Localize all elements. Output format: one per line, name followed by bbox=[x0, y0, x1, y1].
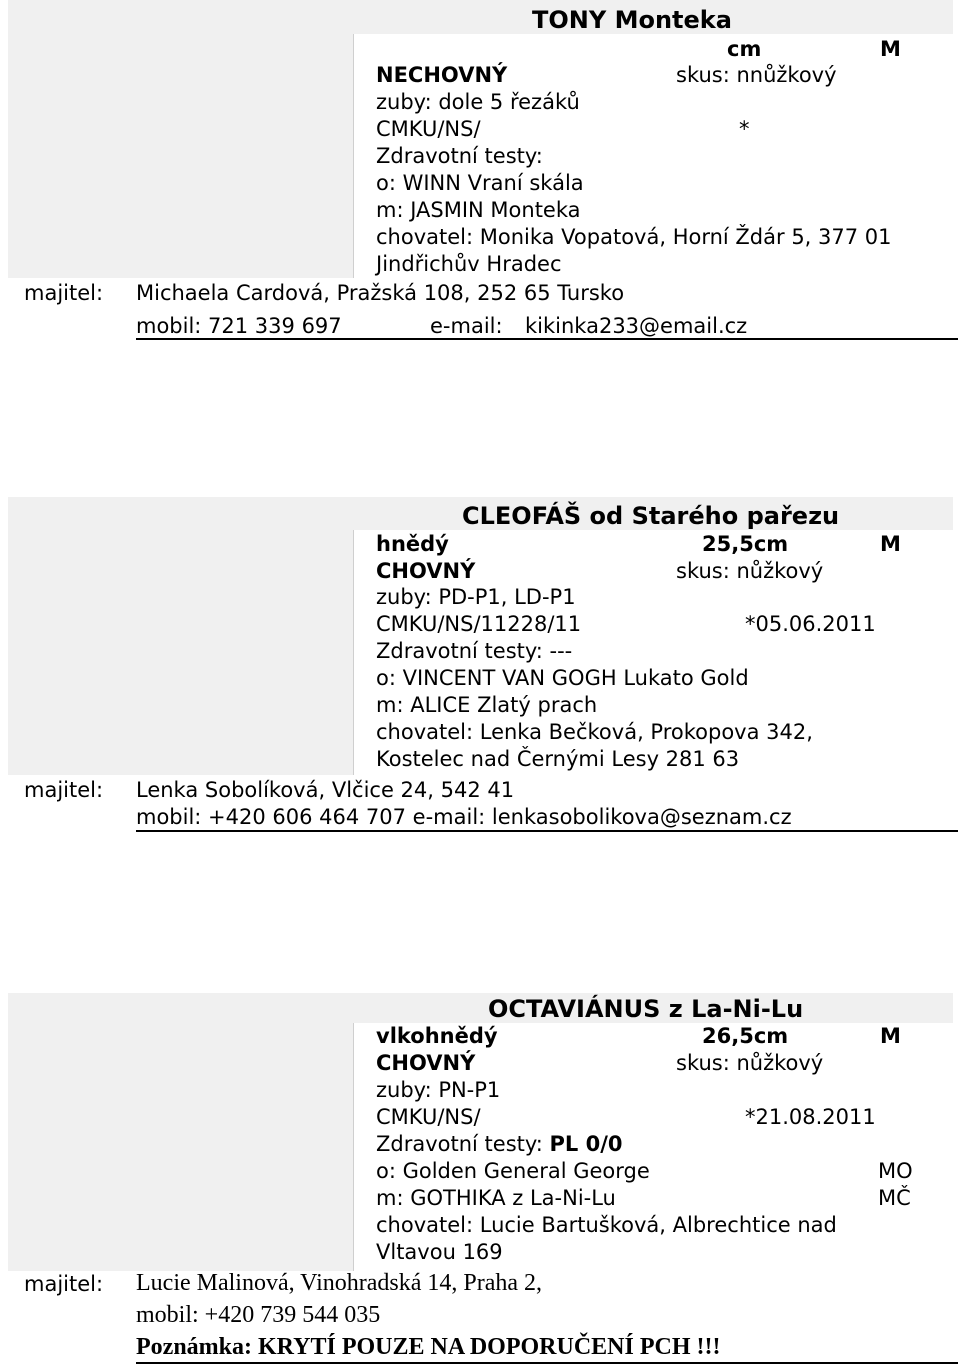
photo-placeholder bbox=[8, 0, 353, 278]
separator-line bbox=[136, 1362, 958, 1364]
height: cm bbox=[727, 37, 762, 61]
father: o: WINN Vraní skála bbox=[376, 171, 584, 195]
father: o: VINCENT VAN GOGH Lukato Gold bbox=[376, 666, 749, 690]
breeder: chovatel: Monika Vopatová, Horní Ždár 5, 377 01 bbox=[376, 225, 892, 249]
birth-date: * bbox=[739, 117, 750, 141]
registration: CMKU/NS/ bbox=[376, 117, 481, 141]
divider bbox=[353, 0, 354, 278]
owner-label: majitel: bbox=[24, 778, 104, 802]
mother-tag: MČ bbox=[878, 1186, 911, 1210]
registration: CMKU/NS/11228/11 bbox=[376, 612, 582, 636]
breeder-city: Vltavou 169 bbox=[376, 1240, 503, 1264]
height: 26,5cm bbox=[702, 1024, 789, 1048]
breeder-city: Kostelec nad Černými Lesy 281 63 bbox=[376, 747, 740, 771]
mother: m: JASMIN Monteka bbox=[376, 198, 581, 222]
breeding-status: CHOVNÝ bbox=[376, 1051, 476, 1075]
breeder: chovatel: Lucie Bartušková, Albrechtice nad bbox=[376, 1213, 837, 1237]
dog-name: CLEOFÁŠ od Starého pařezu bbox=[462, 502, 840, 530]
mobile: mobil: +420 739 544 035 bbox=[136, 1302, 381, 1328]
height: 25,5cm bbox=[702, 532, 789, 556]
separator-line bbox=[136, 338, 958, 340]
divider bbox=[353, 993, 354, 1271]
breeder: chovatel: Lenka Bečková, Prokopova 342, bbox=[376, 720, 813, 744]
health-tests bbox=[376, 1131, 623, 1158]
sex: M bbox=[880, 1024, 901, 1048]
father: o: Golden General George bbox=[376, 1159, 650, 1183]
registration: CMKU/NS/ bbox=[376, 1105, 481, 1129]
health-tests: Zdravotní testy: --- bbox=[376, 639, 573, 663]
contact: mobil: +420 606 464 707 e-mail: lenkasobolikova@seznam.cz bbox=[136, 805, 792, 829]
bite: skus: nůžkový bbox=[676, 559, 824, 583]
email-label: e-mail: bbox=[430, 314, 503, 338]
teeth: zuby: dole 5 řezáků bbox=[376, 90, 580, 114]
breeding-status: CHOVNÝ bbox=[376, 559, 476, 583]
birth-date: *05.06.2011 bbox=[745, 612, 876, 636]
color: hnědý bbox=[376, 532, 449, 556]
health-tests-label: Zdravotní testy: bbox=[376, 1132, 550, 1156]
breeding-status: NECHOVNÝ bbox=[376, 63, 508, 87]
mother: m: ALICE Zlatý prach bbox=[376, 693, 598, 717]
bite: skus: nůžkový bbox=[676, 1051, 824, 1075]
note-label: Poznámka: bbox=[136, 1334, 252, 1360]
health-tests-value: PL 0/0 bbox=[549, 1132, 623, 1156]
photo-placeholder bbox=[8, 993, 353, 1271]
color: vlkohnědý bbox=[376, 1024, 498, 1048]
owner: Lucie Malinová, Vinohradská 14, Praha 2, bbox=[136, 1270, 543, 1296]
divider bbox=[353, 497, 354, 775]
note bbox=[136, 1334, 721, 1361]
mother: m: GOTHIKA z La-Ni-Lu bbox=[376, 1186, 616, 1210]
owner: Michaela Cardová, Pražská 108, 252 65 Tursko bbox=[136, 281, 625, 305]
photo-placeholder bbox=[8, 497, 353, 775]
owner-label: majitel: bbox=[24, 281, 104, 305]
owner-label: majitel: bbox=[24, 1272, 104, 1296]
father-tag: MO bbox=[878, 1159, 913, 1183]
dog-name: TONY Monteka bbox=[532, 6, 732, 34]
dog-name: OCTAVIÁNUS z La-Ni-Lu bbox=[488, 995, 804, 1023]
health-tests: Zdravotní testy: bbox=[376, 144, 543, 168]
note-text: KRYTÍ POUZE NA DOPORUČENÍ PCH !!! bbox=[258, 1334, 721, 1360]
separator-line bbox=[136, 830, 958, 832]
teeth: zuby: PD-P1, LD-P1 bbox=[376, 585, 576, 609]
mobile: mobil: 721 339 697 bbox=[136, 314, 342, 338]
sex: M bbox=[880, 532, 901, 556]
breeder-city: Jindřichův Hradec bbox=[376, 252, 562, 276]
birth-date: *21.08.2011 bbox=[745, 1105, 876, 1129]
owner: Lenka Sobolíková, Vlčice 24, 542 41 bbox=[136, 778, 515, 802]
bite: skus: nnůžkový bbox=[676, 63, 837, 87]
sex: M bbox=[880, 37, 901, 61]
teeth: zuby: PN-P1 bbox=[376, 1078, 501, 1102]
email: kikinka233@email.cz bbox=[525, 314, 748, 338]
